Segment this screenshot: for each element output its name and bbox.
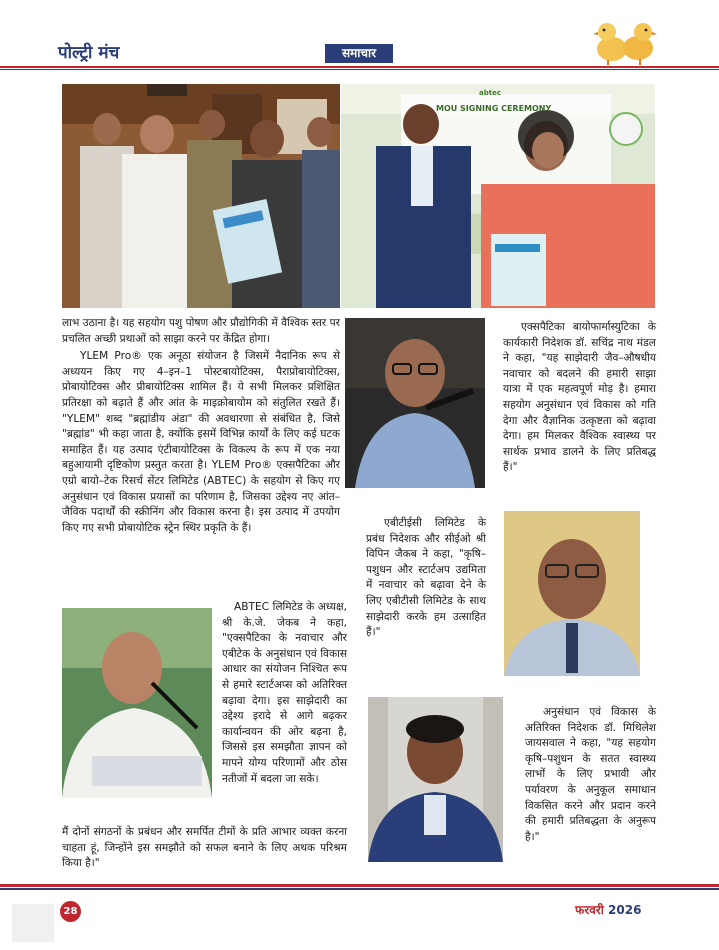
header-rule-red [0, 66, 719, 68]
quote-jacob-end: मैं दोनों संगठनों के प्रबंधन और समर्पित टीमों के प्रति आभार व्यक्त करना चाहता हूं, जिन्होंने इस समझौते को सफल बनाने के लिए अथक परिश्रम किया है।" [62, 826, 347, 870]
footer-rule-blue [0, 888, 719, 890]
banner-text: MOU SIGNING CEREMONY [436, 104, 552, 113]
quote-mithilesh: अनुसंधान एवं विकास के अतिरिक्त निदेशक डॉ. मिथिलेश जायसवाल ने कहा, "यह सहयोग कृषि–पशुधन के सतत स्वास्थ्य लाभों के लिए प्रभावी और पर्यावरण के अनुकूल समाधान विकसित करने और प्रदान करने की हमारी प्रतिबद्धता के अनुरूप है।" [525, 706, 656, 843]
magazine-title: पोल्ट्री मंच [58, 43, 120, 63]
quote-sachindra: एक्सपैटिका बायोफार्मास्युटिका के कार्यकारी निदेशक डॉ. सचिंद्र नाथ मंडल ने कहा, "यह साझेदारी जैव–औषधीय नवाचार को बदलने की हमारी साझा यात्रा में एक महत्वपूर्ण मोड़ है। हमारा सहयोग अनुसंधान एवं विकास को गति देगा और वैज्ञानिक उत्कृष्टता को बढ़ावा देगा। हम मिलकर वैश्विक स्वास्थ्य पर सार्थक प्रभाव डालने के लिए प्रतिबद्ध हैं।" [503, 321, 656, 474]
paragraph-ylem: YLEM Pro® एक अनूठा संयोजन है जिसमें नैदानिक रूप से अध्ययन किए गए 4–इन–1 पोस्टबायोटिक्स, पैराप्रोबायोटिक्स, प्रोबायोटिक्स और प्रीबायोटिक्स शामिल हैं। ये सभी मिलकर प्रशिक्षित प्रतिरक्षा को बढ़ाते हैं और आंत के माइक्रोबायोम को संतुलित रखते हैं। "YLEM" शब्द "ब्रह्मांडीय अंडा" की अवधारणा से संबंधित है, जिसे "ब्रह्मांड" भी कहा जाता है, क्योंकि इसमें विभिन्न कार्यों के लिए कई घटक समाहित हैं। यह उत्पाद एंटीबायोटिक्स के विकल्प के रूप में एक नया बहुआयामी दृष्टिकोण प्रस्तुत करता है। YLEM Pro® एक्सपैटिका और एग्रो बायो–टेक रिसर्च सेंटर लिमिटेड (ABTEC) के सहयोग से किए गए अनुसंधान एवं विकास प्रयासों का परिणाम है, जिसका उद्देश्य नए आंत–जैविक पदार्थों की स्क्रीनिंग और विकास करना है। इस उत्पाद में उपयोग किए गए सभी प्रोबायोटिक स्ट्रेन स्थिर प्रकृति के हैं। [62, 350, 340, 534]
page-corner-tab [12, 904, 54, 942]
chicks-logo-icon [590, 15, 660, 65]
banner-brand-abtec: abtec [479, 89, 501, 97]
portrait-man-blue-blazer [368, 697, 503, 862]
quote-vipin: एबीटीईसी लिमिटेड के प्रबंध निदेशक और सीईओ श्री विपिन जैकब ने कहा, "कृषि– पशुधन और स्टार्टअप उद्यमिता में नवाचार को बढ़ावा देने के लिए एबीटीसी लिमिटेड के साथ साझेदारी करके हम उत्साहित हैं।" [366, 517, 486, 639]
page-number: 28 [60, 901, 81, 922]
issue-date [575, 901, 641, 918]
quote-jacob: ABTEC लिमिटेड के अध्यक्ष, श्री के.जे. जेकब ने कहा, "एक्सपैटिका के नवाचार और एबीटेक के अनुसंधान एवं विकास आधार का संयोजन निश्चित रूप से हमारे स्टार्टअप्स को अतिरिक्त बढ़ावा देगा। इस साझेदारी का उद्देश्य इरादे से आगे बढ़कर कार्यान्वयन की ओर बढ़ना है, जिससे इस समझौता ज्ञापन को मापने योग्य परिणामों और ठोस नतीजों में बदला जा सके। [222, 601, 347, 785]
portrait-speaker-microphone [345, 318, 485, 488]
section-label: समाचार [325, 44, 393, 63]
portrait-man-suit [504, 511, 640, 676]
paragraph-intro: लाभ उठाना है। यह सहयोग पशु पोषण और प्रौद्योगिकी में वैश्विक स्तर पर प्रचलित अच्छी प्रथाओं को साझा करने पर केंद्रित होगा। [62, 317, 340, 345]
portrait-elderly-at-podium [62, 608, 212, 798]
issue-year: 2026 [608, 903, 642, 917]
article-column-1 [62, 316, 340, 536]
ceremony-photo-left [62, 84, 340, 308]
footer-rule-red [0, 884, 719, 887]
ceremony-photo-right [341, 84, 655, 308]
header-rule-blue [0, 69, 719, 70]
issue-month: फरवरी [575, 903, 604, 917]
